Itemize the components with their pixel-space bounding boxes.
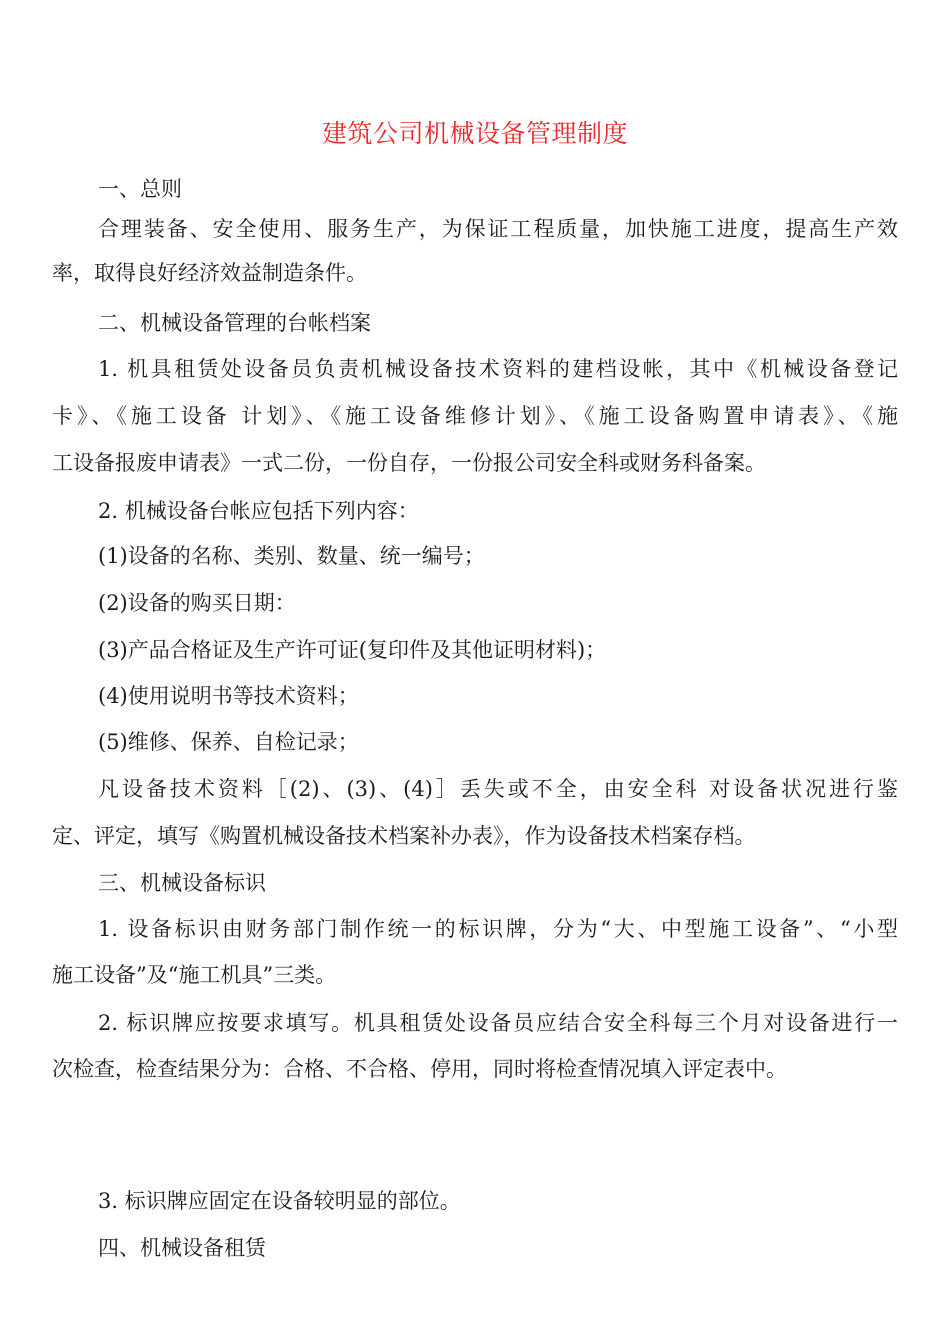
list-item: (4)使用说明书等技术资料； <box>98 684 359 708</box>
paragraph-line: 卡》、《施工设备 计划》、《施工设备维修计划》、《施工设备购置申请表》、《施 <box>52 404 898 428</box>
list-item: (5)维修、保养、自检记录； <box>98 730 359 754</box>
section-heading-ledger: 二、机械设备管理的台帐档案 <box>98 311 371 335</box>
paragraph-line: 1. 设备标识由财务部门制作统一的标识牌，分为“大、中型施工设备”、“小型 <box>98 917 898 941</box>
paragraph-line: 2. 机械设备台帐应包括下列内容： <box>98 499 419 523</box>
paragraph-line: 3. 标识牌应固定在设备较明显的部位。 <box>98 1189 461 1213</box>
paragraph-line: 工设备报废申请表》一式二份，一份自存，一份报公司安全科或财务科备案。 <box>52 451 766 475</box>
paragraph-line: 凡设备技术资料［(2)、(3)、(4)］丢失或不全，由安全科 对设备状况进行鉴 <box>98 777 898 801</box>
list-item: (1)设备的名称、类别、数量、统一编号； <box>98 544 485 568</box>
list-item: (3)产品合格证及生产许可证(复印件及其他证明材料)； <box>98 638 607 662</box>
paragraph-line: 1. 机具租赁处设备员负责机械设备技术资料的建档设帐，其中《机械设备登记 <box>98 357 898 381</box>
document-title: 建筑公司机械设备管理制度 <box>321 119 628 148</box>
paragraph-line: 2. 标识牌应按要求填写。机具租赁处设备员应结合安全科每三个月对设备进行一 <box>98 1011 898 1035</box>
paragraph-line: 率，取得良好经济效益制造条件。 <box>52 261 367 285</box>
section-heading-identification: 三、机械设备标识 <box>98 871 266 895</box>
list-item: (2)设备的购买日期： <box>98 591 296 615</box>
section-heading-leasing: 四、机械设备租赁 <box>98 1236 266 1260</box>
paragraph-line: 定、评定，填写《购置机械设备技术档案补办表》，作为设备技术档案存档。 <box>52 824 756 848</box>
paragraph-line: 合理装备、安全使用、服务生产，为保证工程质量，加快施工进度，提高生产效 <box>98 217 898 241</box>
section-heading-general: 一、总则 <box>98 177 182 201</box>
paragraph-line: 次检查，检查结果分为：合格、不合格、停用，同时将检查情况填入评定表中。 <box>52 1057 787 1081</box>
paragraph-line: 施工设备”及“施工机具”三类。 <box>52 963 337 987</box>
